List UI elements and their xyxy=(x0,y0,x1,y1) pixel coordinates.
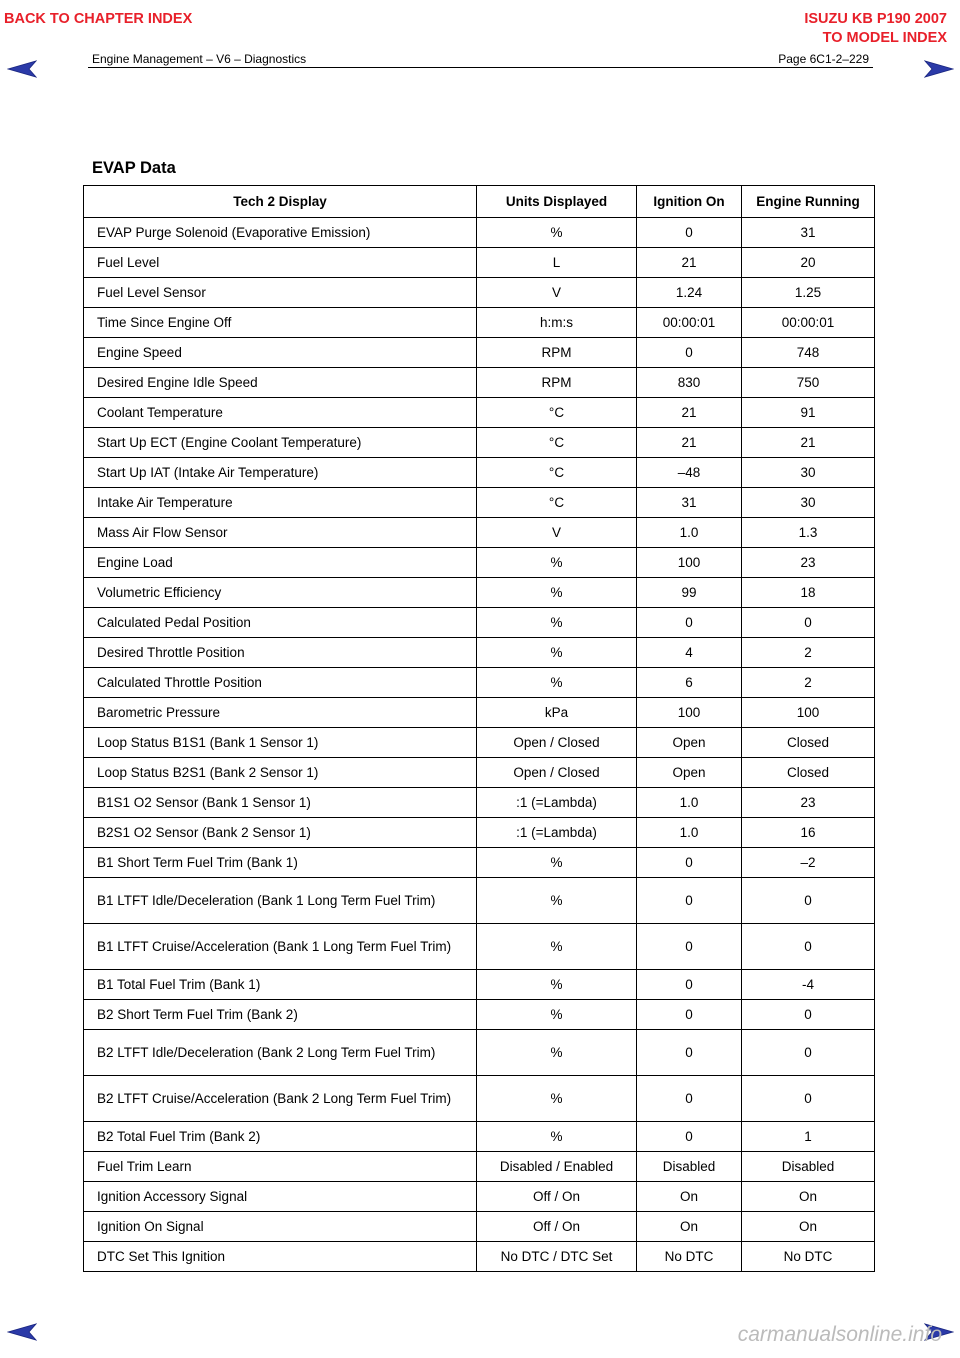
evap-data-table xyxy=(83,185,875,1272)
back-to-chapter-index-link[interactable]: BACK TO CHAPTER INDEX xyxy=(4,11,193,27)
units-cell: Disabled / Enabled xyxy=(477,1152,637,1182)
ignition-on-cell: 0 xyxy=(637,970,742,1000)
engine-running-cell: 0 xyxy=(742,1030,875,1076)
engine-running-cell: 0 xyxy=(742,608,875,638)
units-cell: % xyxy=(477,1030,637,1076)
units-cell: °C xyxy=(477,488,637,518)
tech2-display-cell: Desired Throttle Position xyxy=(84,638,477,668)
units-cell: h:m:s xyxy=(477,308,637,338)
engine-running-cell: 31 xyxy=(742,218,875,248)
tech2-display-cell: Calculated Pedal Position xyxy=(84,608,477,638)
table-row xyxy=(84,488,875,518)
units-cell: Off / On xyxy=(477,1212,637,1242)
table-row xyxy=(84,788,875,818)
engine-running-cell: 1 xyxy=(742,1122,875,1152)
engine-running-cell: 16 xyxy=(742,818,875,848)
units-cell: °C xyxy=(477,458,637,488)
table-row xyxy=(84,1030,875,1076)
tech2-display-cell: B1S1 O2 Sensor (Bank 1 Sensor 1) xyxy=(84,788,477,818)
units-cell: RPM xyxy=(477,338,637,368)
table-row xyxy=(84,1000,875,1030)
tech2-display-cell: Coolant Temperature xyxy=(84,398,477,428)
engine-running-cell: 1.3 xyxy=(742,518,875,548)
table-row xyxy=(84,278,875,308)
units-cell: % xyxy=(477,970,637,1000)
table-row xyxy=(84,548,875,578)
engine-running-cell: 1.25 xyxy=(742,278,875,308)
units-cell: % xyxy=(477,878,637,924)
ignition-on-cell: 0 xyxy=(637,218,742,248)
tech2-display-cell: Desired Engine Idle Speed xyxy=(84,368,477,398)
table-row xyxy=(84,248,875,278)
engine-running-cell: 750 xyxy=(742,368,875,398)
table-row xyxy=(84,728,875,758)
column-header-units: Units Displayed xyxy=(477,186,637,218)
table-row xyxy=(84,758,875,788)
header-divider xyxy=(88,67,873,68)
engine-running-cell: 748 xyxy=(742,338,875,368)
units-cell: RPM xyxy=(477,368,637,398)
tech2-display-cell: B2 Total Fuel Trim (Bank 2) xyxy=(84,1122,477,1152)
tech2-display-cell: B1 Short Term Fuel Trim (Bank 1) xyxy=(84,848,477,878)
to-model-index-link[interactable]: TO MODEL INDEX xyxy=(822,30,947,46)
units-cell: Off / On xyxy=(477,1182,637,1212)
ignition-on-cell: Disabled xyxy=(637,1152,742,1182)
engine-running-cell: Disabled xyxy=(742,1152,875,1182)
table-row xyxy=(84,608,875,638)
tech2-display-cell: Loop Status B2S1 (Bank 2 Sensor 1) xyxy=(84,758,477,788)
tech2-display-cell: B2S1 O2 Sensor (Bank 2 Sensor 1) xyxy=(84,818,477,848)
table-row xyxy=(84,428,875,458)
units-cell: Open / Closed xyxy=(477,758,637,788)
table-row xyxy=(84,924,875,970)
units-cell: % xyxy=(477,924,637,970)
column-header-ignition-on: Ignition On xyxy=(637,186,742,218)
table-row xyxy=(84,970,875,1000)
table-row xyxy=(84,1122,875,1152)
previous-page-arrow-icon[interactable] xyxy=(7,59,37,79)
ignition-on-cell: 0 xyxy=(637,1122,742,1152)
ignition-on-cell: 4 xyxy=(637,638,742,668)
ignition-on-cell: 0 xyxy=(637,1076,742,1122)
table-row xyxy=(84,308,875,338)
tech2-display-cell: Fuel Level Sensor xyxy=(84,278,477,308)
previous-page-arrow-bottom-icon[interactable] xyxy=(7,1322,37,1342)
watermark: carmanualsonline.info xyxy=(737,1323,942,1346)
table-row xyxy=(84,698,875,728)
units-cell: V xyxy=(477,518,637,548)
ignition-on-cell: 21 xyxy=(637,428,742,458)
table-row xyxy=(84,1212,875,1242)
units-cell: V xyxy=(477,278,637,308)
tech2-display-cell: B2 LTFT Idle/Deceleration (Bank 2 Long Term Fuel Trim) xyxy=(84,1030,477,1076)
units-cell: :1 (=Lambda) xyxy=(477,818,637,848)
engine-running-cell: Closed xyxy=(742,758,875,788)
ignition-on-cell: 0 xyxy=(637,1000,742,1030)
tech2-display-cell: Loop Status B1S1 (Bank 1 Sensor 1) xyxy=(84,728,477,758)
tech2-display-cell: B1 Total Fuel Trim (Bank 1) xyxy=(84,970,477,1000)
ignition-on-cell: 31 xyxy=(637,488,742,518)
table-row xyxy=(84,1152,875,1182)
engine-running-cell: On xyxy=(742,1182,875,1212)
ignition-on-cell: 0 xyxy=(637,878,742,924)
engine-running-cell: 21 xyxy=(742,428,875,458)
ignition-on-cell: 21 xyxy=(637,248,742,278)
engine-running-cell: 30 xyxy=(742,488,875,518)
table-row xyxy=(84,1182,875,1212)
ignition-on-cell: Open xyxy=(637,728,742,758)
units-cell: % xyxy=(477,578,637,608)
ignition-on-cell: 1.24 xyxy=(637,278,742,308)
table-row xyxy=(84,1242,875,1272)
ignition-on-cell: 0 xyxy=(637,338,742,368)
engine-running-cell: 91 xyxy=(742,398,875,428)
table-row xyxy=(84,578,875,608)
table-row xyxy=(84,518,875,548)
units-cell: % xyxy=(477,608,637,638)
tech2-display-cell: Start Up ECT (Engine Coolant Temperature) xyxy=(84,428,477,458)
ignition-on-cell: 0 xyxy=(637,848,742,878)
ignition-on-cell: 1.0 xyxy=(637,788,742,818)
page-number: Page 6C1-2–229 xyxy=(778,52,869,66)
units-cell: % xyxy=(477,668,637,698)
column-header-engine-running: Engine Running xyxy=(742,186,875,218)
tech2-display-cell: Mass Air Flow Sensor xyxy=(84,518,477,548)
engine-running-cell: 18 xyxy=(742,578,875,608)
tech2-display-cell: B1 LTFT Idle/Deceleration (Bank 1 Long Term Fuel Trim) xyxy=(84,878,477,924)
units-cell: % xyxy=(477,1076,637,1122)
ignition-on-cell: –48 xyxy=(637,458,742,488)
ignition-on-cell: 0 xyxy=(637,608,742,638)
engine-running-cell: Closed xyxy=(742,728,875,758)
engine-running-cell: 2 xyxy=(742,668,875,698)
tech2-display-cell: EVAP Purge Solenoid (Evaporative Emission) xyxy=(84,218,477,248)
tech2-display-cell: Fuel Level xyxy=(84,248,477,278)
units-cell: % xyxy=(477,218,637,248)
column-header-tech2-display: Tech 2 Display xyxy=(84,186,477,218)
engine-running-cell: 100 xyxy=(742,698,875,728)
table-row xyxy=(84,1076,875,1122)
engine-running-cell: -4 xyxy=(742,970,875,1000)
table-row xyxy=(84,818,875,848)
ignition-on-cell: 100 xyxy=(637,548,742,578)
tech2-display-cell: B2 Short Term Fuel Trim (Bank 2) xyxy=(84,1000,477,1030)
engine-running-cell: –2 xyxy=(742,848,875,878)
tech2-display-cell: Ignition Accessory Signal xyxy=(84,1182,477,1212)
units-cell: % xyxy=(477,848,637,878)
units-cell: kPa xyxy=(477,698,637,728)
ignition-on-cell: On xyxy=(637,1212,742,1242)
units-cell: % xyxy=(477,1000,637,1030)
tech2-display-cell: Time Since Engine Off xyxy=(84,308,477,338)
tech2-display-cell: Start Up IAT (Intake Air Temperature) xyxy=(84,458,477,488)
engine-running-cell: 30 xyxy=(742,458,875,488)
engine-running-cell: 23 xyxy=(742,548,875,578)
units-cell: No DTC / DTC Set xyxy=(477,1242,637,1272)
table-row xyxy=(84,668,875,698)
ignition-on-cell: 21 xyxy=(637,398,742,428)
table-row xyxy=(84,338,875,368)
engine-running-cell: 0 xyxy=(742,1000,875,1030)
table-row xyxy=(84,878,875,924)
tech2-display-cell: Ignition On Signal xyxy=(84,1212,477,1242)
ignition-on-cell: 00:00:01 xyxy=(637,308,742,338)
next-page-arrow-icon[interactable] xyxy=(924,59,954,79)
ignition-on-cell: Open xyxy=(637,758,742,788)
tech2-display-cell: B1 LTFT Cruise/Acceleration (Bank 1 Long Term Fuel Trim) xyxy=(84,924,477,970)
tech2-display-cell: Intake Air Temperature xyxy=(84,488,477,518)
table-row xyxy=(84,848,875,878)
tech2-display-cell: B2 LTFT Cruise/Acceleration (Bank 2 Long Term Fuel Trim) xyxy=(84,1076,477,1122)
engine-running-cell: 2 xyxy=(742,638,875,668)
engine-running-cell: 23 xyxy=(742,788,875,818)
tech2-display-cell: Engine Load xyxy=(84,548,477,578)
units-cell: :1 (=Lambda) xyxy=(477,788,637,818)
ignition-on-cell: No DTC xyxy=(637,1242,742,1272)
page-header-title: Engine Management – V6 – Diagnostics xyxy=(92,52,307,66)
table-row xyxy=(84,458,875,488)
units-cell: Open / Closed xyxy=(477,728,637,758)
tech2-display-cell: Engine Speed xyxy=(84,338,477,368)
units-cell: L xyxy=(477,248,637,278)
tech2-display-cell: Volumetric Efficiency xyxy=(84,578,477,608)
units-cell: % xyxy=(477,548,637,578)
tech2-display-cell: DTC Set This Ignition xyxy=(84,1242,477,1272)
tech2-display-cell: Calculated Throttle Position xyxy=(84,668,477,698)
tech2-display-cell: Fuel Trim Learn xyxy=(84,1152,477,1182)
model-title-link[interactable]: ISUZU KB P190 2007 xyxy=(804,11,947,27)
units-cell: °C xyxy=(477,398,637,428)
ignition-on-cell: 830 xyxy=(637,368,742,398)
engine-running-cell: On xyxy=(742,1212,875,1242)
engine-running-cell: 20 xyxy=(742,248,875,278)
engine-running-cell: 0 xyxy=(742,1076,875,1122)
engine-running-cell: No DTC xyxy=(742,1242,875,1272)
ignition-on-cell: 100 xyxy=(637,698,742,728)
engine-running-cell: 0 xyxy=(742,878,875,924)
table-row xyxy=(84,218,875,248)
engine-running-cell: 0 xyxy=(742,924,875,970)
ignition-on-cell: 0 xyxy=(637,1030,742,1076)
units-cell: °C xyxy=(477,428,637,458)
units-cell: % xyxy=(477,638,637,668)
table-row xyxy=(84,398,875,428)
tech2-display-cell: Barometric Pressure xyxy=(84,698,477,728)
table-row xyxy=(84,368,875,398)
ignition-on-cell: On xyxy=(637,1182,742,1212)
engine-running-cell: 00:00:01 xyxy=(742,308,875,338)
table-header-row xyxy=(84,186,875,218)
units-cell: % xyxy=(477,1122,637,1152)
ignition-on-cell: 99 xyxy=(637,578,742,608)
ignition-on-cell: 1.0 xyxy=(637,818,742,848)
ignition-on-cell: 6 xyxy=(637,668,742,698)
section-title: EVAP Data xyxy=(92,159,176,177)
ignition-on-cell: 1.0 xyxy=(637,518,742,548)
table-row xyxy=(84,638,875,668)
ignition-on-cell: 0 xyxy=(637,924,742,970)
